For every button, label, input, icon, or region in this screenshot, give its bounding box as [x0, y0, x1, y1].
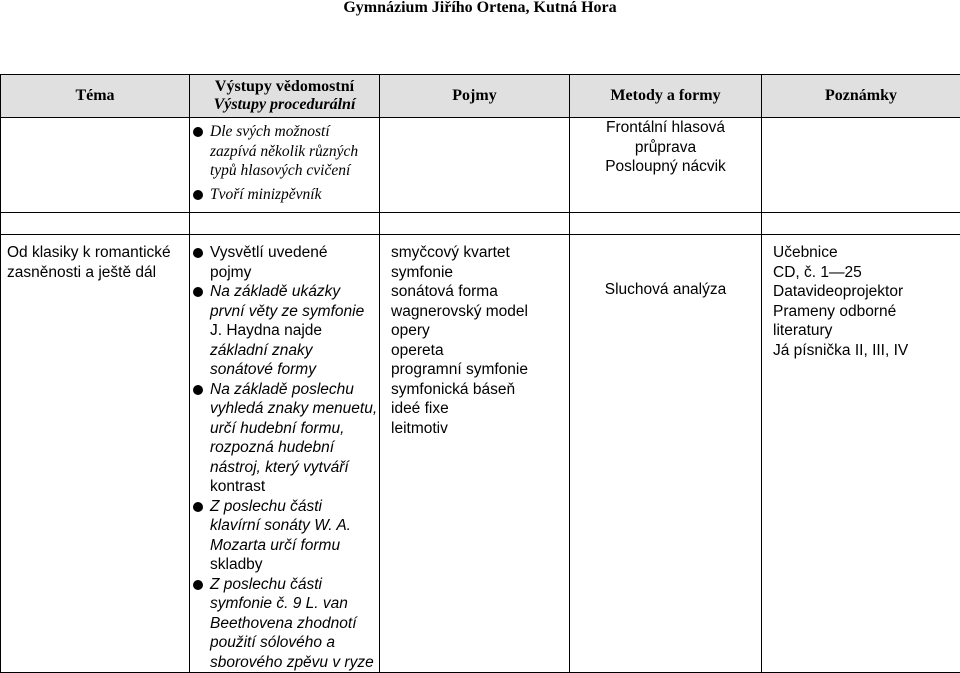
outcome-item — [190, 282, 379, 380]
concept-line: programní symfonie — [391, 360, 569, 380]
outcome-line: Na základě poslechu — [210, 380, 379, 400]
row2-vystupy — [190, 235, 380, 673]
header-vystupy-line1: Výstupy vědomostní — [190, 78, 379, 96]
bullet-icon — [193, 502, 203, 512]
outcome-line: klavírní sonáty W. A. — [210, 516, 379, 536]
outcome-line: Z poslechu části — [210, 497, 379, 517]
row1-tema — [1, 118, 190, 213]
page-title: Gymnázium Jiřího Ortena, Kutná Hora — [0, 0, 960, 17]
concept-line: opereta — [391, 341, 569, 361]
curriculum-table — [0, 74, 960, 673]
bullet-icon — [193, 385, 203, 395]
header-pojmy: Pojmy — [380, 75, 570, 118]
outcome-line: použití sólového a — [210, 633, 379, 653]
outcome-line: Z poslechu části — [210, 575, 379, 595]
header-poznamky: Poznámky — [762, 75, 960, 118]
method-line: Frontální hlasová — [570, 118, 761, 138]
concept-line: symfonie — [391, 263, 569, 283]
concept-line: symfonická báseň — [391, 380, 569, 400]
row2-notes — [773, 243, 960, 360]
row2-methods: Sluchová analýza — [570, 280, 761, 300]
outcome-item — [190, 380, 379, 497]
outcome-line: pojmy — [210, 263, 379, 283]
outcome-line: sonátové formy — [210, 360, 379, 380]
row2-poznamky — [762, 235, 960, 673]
outcome-line: nástroj, který vytváří — [210, 458, 379, 478]
concept-line: opery — [391, 321, 569, 341]
row1-pojmy — [380, 118, 570, 213]
row2-metody — [570, 235, 762, 673]
outcome-line: Tvoří minizpěvník — [210, 185, 379, 205]
method-line: Posloupný nácvik — [570, 157, 761, 177]
outcome-line: Vysvětlí uvedené — [210, 243, 379, 263]
header-vystupy — [190, 75, 380, 118]
row2-pojmy — [380, 235, 570, 673]
note-line: Já písnička II, III, IV — [773, 341, 960, 361]
bullet-icon — [193, 287, 203, 297]
bullet-icon — [193, 580, 203, 590]
outcome-item — [190, 575, 379, 673]
row-2 — [1, 235, 960, 673]
topic-line: zasněnosti a ještě dál — [7, 263, 189, 283]
outcome-line: typů hlasových cvičení — [210, 161, 379, 181]
note-line: literatury — [773, 321, 960, 341]
header-metody: Metody a formy — [570, 75, 762, 118]
note-line: Datavideoprojektor — [773, 282, 960, 302]
header-tema: Téma — [1, 75, 190, 118]
outcome-line: Mozarta určí formu — [210, 536, 379, 556]
row2-outcomes-list — [190, 243, 379, 672]
outcome-line: kontrast — [210, 477, 379, 497]
row1-outcomes-list — [190, 122, 379, 204]
concept-line: leitmotiv — [391, 419, 569, 439]
row2-concepts — [391, 243, 569, 438]
separator-row — [1, 213, 960, 235]
row2-topic — [7, 243, 189, 282]
outcome-line: Dle svých možností — [210, 122, 379, 142]
note-line: Prameny odborné — [773, 302, 960, 322]
row1-metody — [570, 118, 762, 213]
topic-line: Od klasiky k romantické — [7, 243, 189, 263]
bullet-icon — [193, 248, 203, 258]
outcome-line: skladby — [210, 555, 379, 575]
bullet-icon — [193, 127, 203, 137]
outcome-line: J. Haydna najde — [210, 321, 379, 341]
outcome-line: symfonie č. 9 L. van — [210, 594, 379, 614]
concept-line: sonátová forma — [391, 282, 569, 302]
outcome-line: Na základě ukázky — [210, 282, 379, 302]
outcome-line: rozpozná hudební — [210, 438, 379, 458]
outcome-item — [190, 185, 379, 205]
concept-line: smyčcový kvartet — [391, 243, 569, 263]
row1-poznamky — [762, 118, 960, 213]
outcome-item — [190, 243, 379, 282]
note-line: Učebnice — [773, 243, 960, 263]
header-row — [1, 75, 960, 118]
outcome-line: vyhledá znaky menuetu, — [210, 399, 379, 419]
outcome-line: první věty ze symfonie — [210, 302, 379, 322]
note-line: CD, č. 1—25 — [773, 263, 960, 283]
bullet-icon — [193, 190, 203, 200]
outcome-item — [190, 497, 379, 575]
concept-line: wagnerovský model — [391, 302, 569, 322]
method-line: průprava — [570, 138, 761, 158]
row-1 — [1, 118, 960, 213]
row1-methods — [570, 118, 761, 177]
outcome-line: Beethovena zhodnotí — [210, 614, 379, 634]
outcome-item — [190, 122, 379, 181]
row2-tema — [1, 235, 190, 673]
row1-vystupy — [190, 118, 380, 213]
header-vystupy-line2: Výstupy procedurální — [190, 96, 379, 114]
outcome-line: zazpívá několik různých — [210, 142, 379, 162]
outcome-line: sborového zpěvu v ryze — [210, 653, 379, 673]
outcome-line: základní znaky — [210, 341, 379, 361]
concept-line: ideé fixe — [391, 399, 569, 419]
outcome-line: určí hudební formu, — [210, 419, 379, 439]
